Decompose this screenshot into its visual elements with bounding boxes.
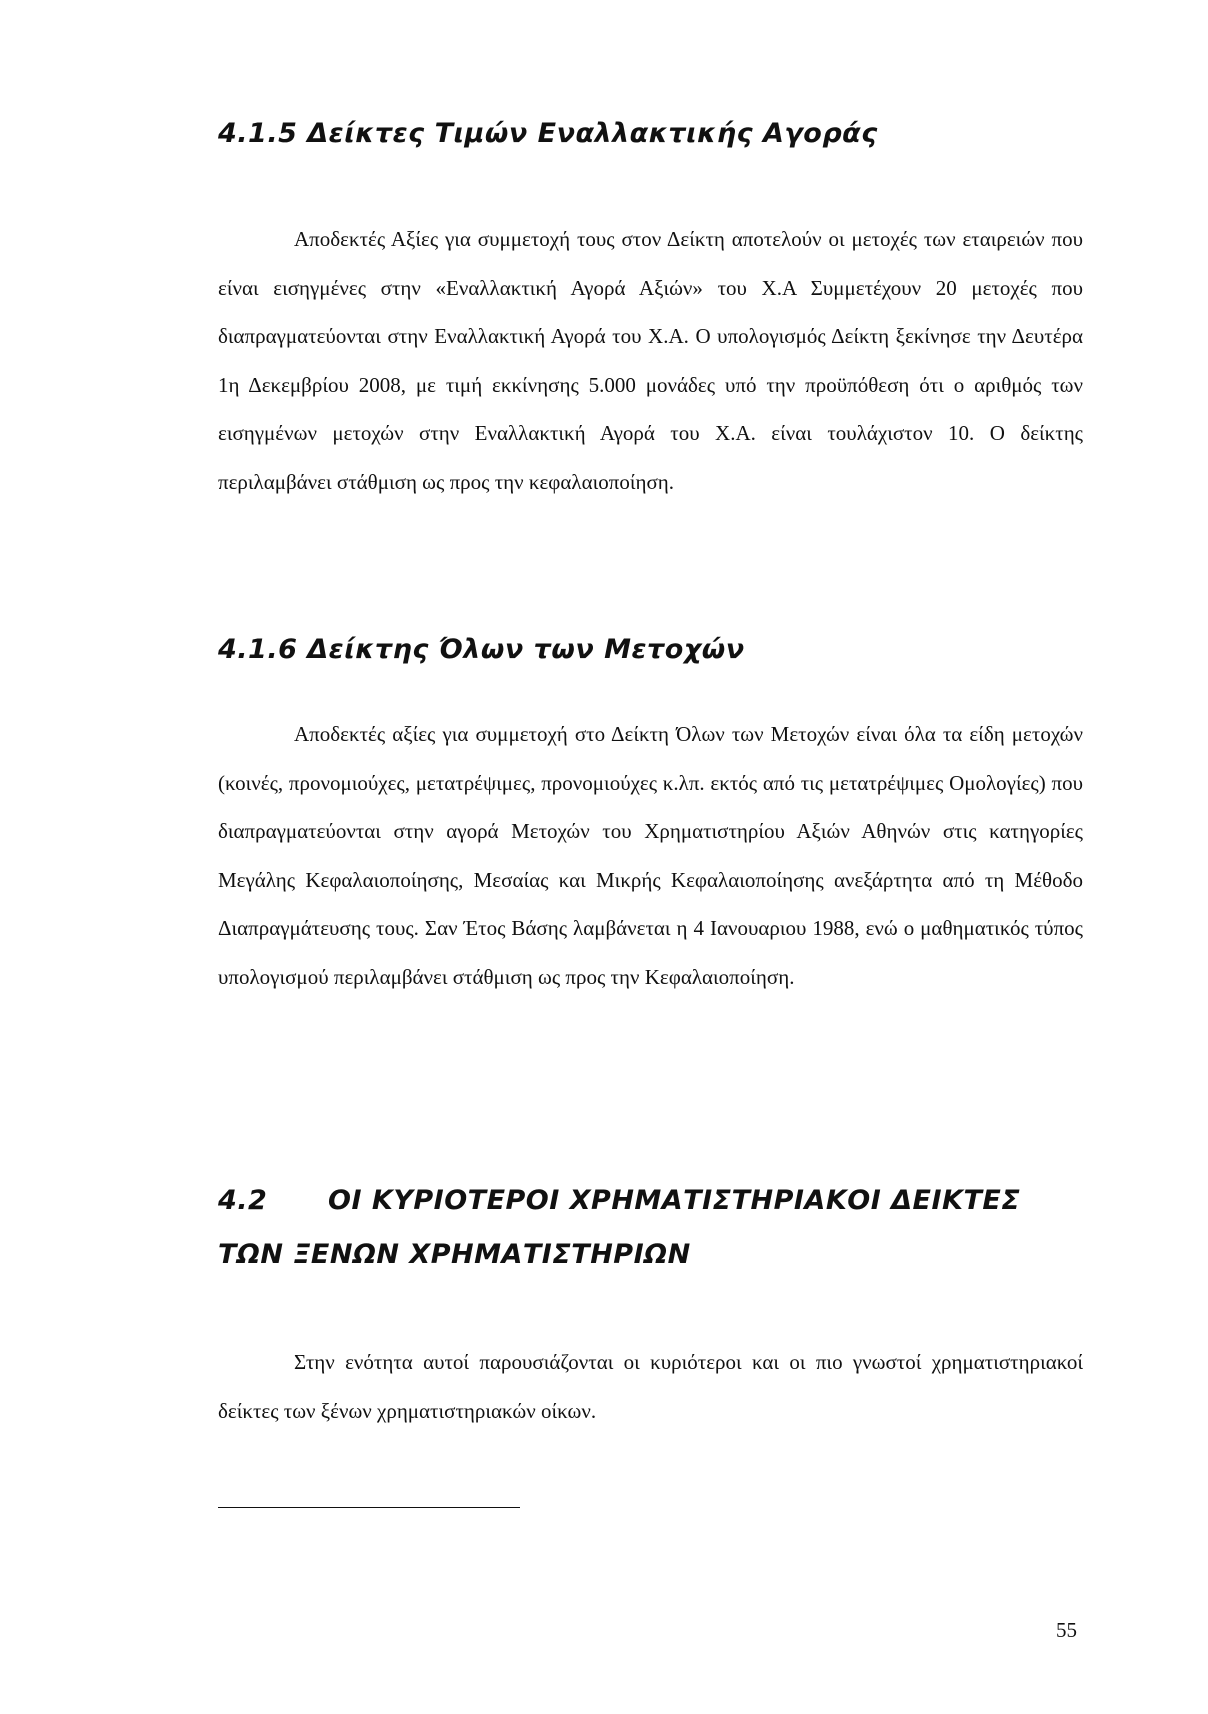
section-heading-4-1-6: 4.1.6 Δείκτης Όλων των Μετοχών [218,634,745,665]
section-heading-4-2-line1 [218,1174,1098,1228]
section-body-4-1-5: Αποδεκτές Αξίες για συμμετοχή τους στον Δείκτη αποτελούν οι μετοχές των εταιρειών που είναι εισηγμένες στην «Εναλλακτική Αγορά Αξιών» του Χ.Α Συμμετέχουν 20 μετοχές που διαπραγματεύονται στην Εναλλακτική Αγορά του Χ.Α. Ο υπολογισμός Δείκτη ξεκίνησε την Δευτέρα 1η Δεκεμβρίου 2008, με τιμή εκκίνησης 5.000 μονάδες υπό την προϋπόθεση ότι ο αριθμός των εισηγμένων μετοχών στην Εναλλακτική Αγορά του Χ.Α. είναι τουλάχιστον 10. Ο δείκτης περιλαμβάνει στάθμιση ως προς την κεφαλαιοποίηση. [218,227,1083,494]
section-heading-4-1-5: 4.1.5 Δείκτες Τιμών Εναλλακτικής Αγοράς [218,118,878,149]
page-number: 55 [1056,1618,1077,1642]
section-heading-4-2 [218,1174,1098,1282]
section-heading-4-2-line2: ΤΩΝ ΞΕΝΩΝ ΧΡΗΜΑΤΙΣΤΗΡΙΩΝ [218,1239,691,1270]
section-body-4-1-6: Αποδεκτές αξίες για συμμετοχή στο Δείκτη Όλων των Μετοχών είναι όλα τα είδη μετοχών (κοινές, προνομιούχες, μετατρέψιμες, προνομιούχες κ.λπ. εκτός από τις μετατρέψιμες Ομολογίες) που διαπραγματεύονται στην αγορά Μετοχών του Χρηματιστηρίου Αξιών Αθηνών στις κατηγορίες Μεγάλης Κεφαλαιοποίησης, Μεσαίας και Μικρής Κεφαλαιοποίησης ανεξάρτητα από τη Μέθοδο Διαπραγμάτευσης τους. Σαν Έτος Βάσης λαμβάνεται η 4 Ιανουαριου 1988, ενώ ο μαθηματικός τύπος υπολογισμού περιλαμβάνει στάθμιση ως προς την Κεφαλαιοποίηση. [218,722,1083,989]
section-number-4-2: 4.2 [218,1185,268,1216]
footnote-separator [218,1507,520,1508]
section-body-4-2: Στην ενότητα αυτοί παρουσιάζονται οι κυριότεροι και οι πιο γνωστοί χρηματιστηριακοί δείκτες των ξένων χρηματιστηριακών οίκων. [218,1350,1083,1423]
section-title-4-2-part1: ΟΙ ΚΥΡΙΟΤΕΡΟΙ ΧΡΗΜΑΤΙΣΤΗΡΙΑΚΟΙ ΔΕΙΚΤΕΣ [328,1185,1021,1216]
